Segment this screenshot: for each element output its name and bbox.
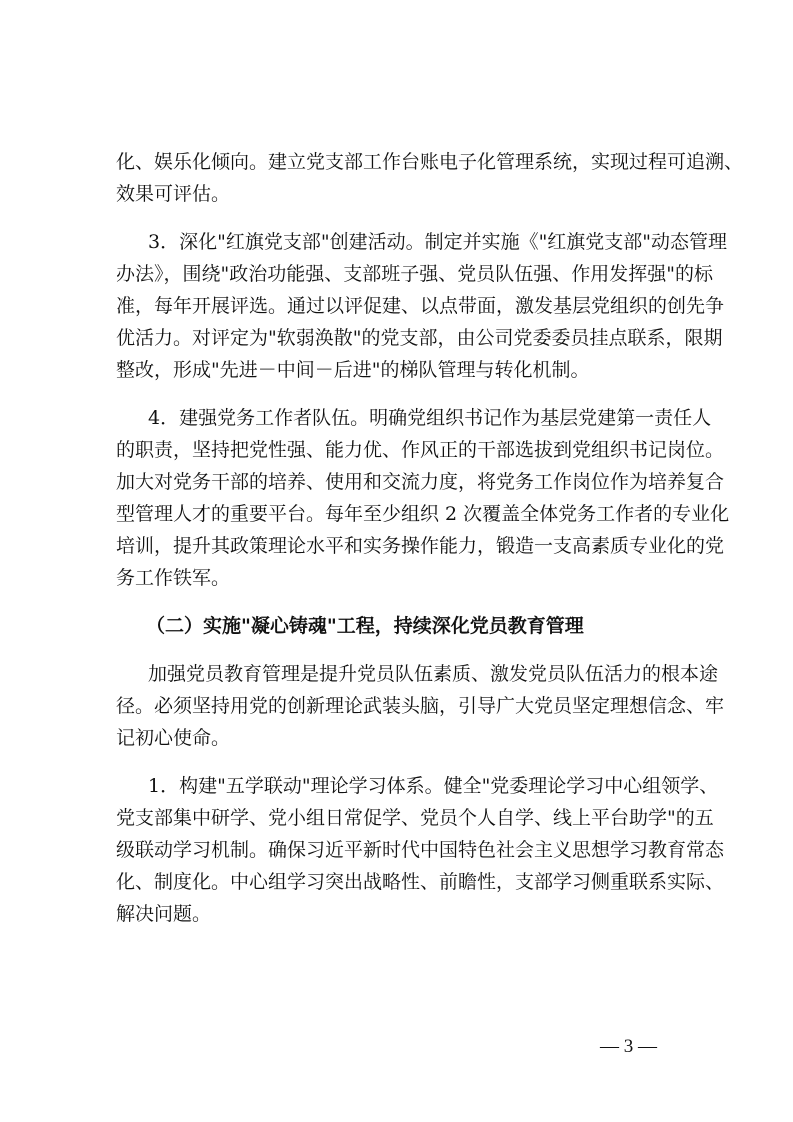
text-line: 准，每年开展评选。通过以评促建、以点带面，激发基层党组织的创先争: [116, 295, 725, 317]
paragraph-item-3: [116, 226, 728, 386]
text-line: 优活力。对评定为"软弱涣散"的党支部，由公司党委委员挂点联系，限期: [116, 327, 723, 349]
text-line: 效果可评估。: [116, 183, 231, 205]
text-line: 加强党员教育管理是提升党员队伍素质、激发党员队伍活力的根本途: [148, 663, 719, 685]
text-line: 党支部集中研学、党小组日常促学、党员个人自学、线上平台助学"的五: [116, 807, 714, 829]
text-line: 记初心使命。: [116, 727, 231, 749]
text-line: 务工作铁军。: [116, 567, 231, 589]
text-line: 型管理人才的重要平台。每年至少组织 2 次覆盖全体党务工作者的专业化: [116, 503, 730, 525]
text-line: 整改，形成"先进－中间－后进"的梯队管理与转化机制。: [116, 359, 590, 381]
paragraph-item-4: [116, 402, 730, 594]
page-number: — 3 —: [600, 1036, 657, 1057]
text-line: 办法》，围绕"政治功能强、支部班子强、党员队伍强、作用发挥强"的标: [116, 263, 713, 285]
document-body: [116, 146, 744, 930]
text-line: 径。必须坚持用党的创新理论武装头脑，引导广大党员坚定理想信念、牢: [116, 695, 725, 717]
text-line: 化、娱乐化倾向。建立党支部工作台账电子化管理系统，实现过程可追溯、: [116, 151, 744, 173]
paragraph-item-1: [116, 770, 725, 930]
text-line: 化、制度化。中心组学习突出战略性、前瞻性，支部学习侧重联系实际、: [116, 871, 725, 893]
paragraph-intro: [116, 658, 725, 754]
text-line: 级联动学习机制。确保习近平新时代中国特色社会主义思想学习教育常态: [116, 839, 725, 861]
paragraph-continuation: [116, 146, 744, 210]
text-line: 加大对党务干部的培养、使用和交流力度，将党务工作岗位作为培养复合: [116, 471, 725, 493]
text-line: 3．深化"红旗党支部"创建活动。制定并实施《"红旗党支部"动态管理: [148, 231, 728, 253]
text-line: 的职责，坚持把党性强、能力优、作风正的干部选拔到党组织书记岗位。: [116, 439, 725, 461]
text-line: 4．建强党务工作者队伍。明确党组织书记作为基层党建第一责任人: [148, 407, 712, 429]
section-heading-block: [116, 610, 676, 642]
text-line: 1．构建"五学联动"理论学习体系。健全"党委理论学习中心组领学、: [148, 775, 719, 797]
text-line: 解决问题。: [116, 903, 212, 925]
section-heading: （二）实施"凝心铸魂"工程，持续深化党员教育管理: [146, 615, 584, 637]
text-line: 培训，提升其政策理论水平和实务操作能力，锻造一支高素质专业化的党: [116, 535, 725, 557]
